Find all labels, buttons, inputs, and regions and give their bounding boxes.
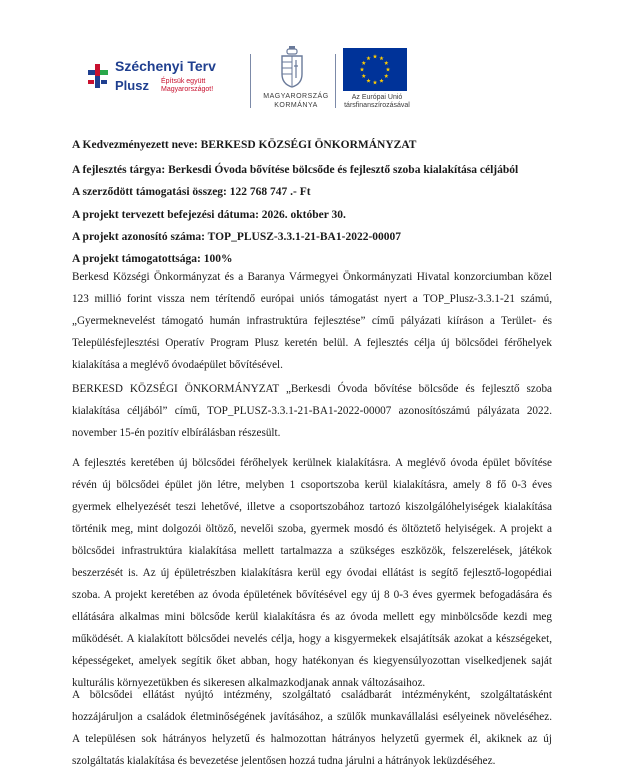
- szechenyi-cross-icon: [85, 62, 111, 94]
- paragraph-benefits: [72, 684, 552, 772]
- hungarian-government-logo: [257, 46, 327, 116]
- eu-cofinancing-logo: [343, 46, 415, 116]
- text-line: ellátására alkalmas mini bölcsőde kerül kialakításra és az óvoda mellett egy minbölcsőde kezdi meg: [72, 611, 552, 623]
- text-line: történik meg, mint dolgozói öltöző, nevelői szoba, gyermek mosdó és öltöztető helyiségek. A projekt a: [72, 523, 552, 535]
- text-line: A fejlesztés keretében új bölcsődei férőhelyek kerülnek kialakításra. A meglévő óvoda épület bővítése: [72, 457, 552, 469]
- text-line: A településen sok hátrányos helyzetű és halmozottan hátrányos helyzetű gyermek él, akiknek az új: [72, 733, 552, 745]
- text-line: gyermek elhelyezését teszi lehetővé, illetve a csoportszobához tartozó kiszolgálóhelyiségek kialakítása: [72, 501, 552, 513]
- government-text-line-1: MAGYARORSZÁG: [263, 93, 329, 100]
- text-line: november 15-én pozitív elbírálásban részesült.: [72, 427, 281, 439]
- text-line: BERKESD KÖZSÉGI ÖNKORMÁNYZAT „Berkesdi Óvoda bővítése bölcsőde és fejlesztő szoba: [72, 383, 552, 395]
- text-line: bölcsődei infrastruktúra kialakítása mellett tartalmazza a szükséges eszközök, felszerelések, játékok: [72, 545, 552, 557]
- text-line: képességeket, amelyek segítik őket abban, hogy hatékonyan és kiegyensúlyozottan viselkedjenek saját: [72, 655, 552, 667]
- text-line: működését. A kialakított bölcsődei nevelés célja, hogy a kisgyermekek elsajátítsák azokat a készségeket,: [72, 633, 552, 645]
- szechenyi-plusz: Plusz: [115, 78, 149, 93]
- text-line: kialakítása céljából” című, TOP_PLUSZ-3.3.1-21-BA1-2022-00007 azonosítószámú pályázata 2022.: [72, 405, 552, 417]
- szechenyi-terv-plusz-logo: [85, 56, 245, 106]
- paragraph-intro: [72, 266, 552, 376]
- eu-text-line-2: társfinanszírozásával: [344, 102, 410, 109]
- text-line: révén új bölcsődei épület jön létre, melyben 1 csoportszoba kerül kialakításra, amely 8 fő 0-3 éves: [72, 479, 552, 491]
- text-line: szolgáltatás kialakítása és bevezetése jelentősen hozzá tudna járulni a hátrányok leküzdéséhez.: [72, 755, 496, 767]
- logo-header: [85, 46, 505, 116]
- szechenyi-title: Széchenyi Terv: [115, 58, 216, 74]
- support-rate: A projekt támogatottsága: 100%: [72, 253, 233, 265]
- text-line: A bölcsődei ellátást nyújtó intézmény, szolgáltató családbarát intézményként, szolgáltatásként: [72, 689, 552, 701]
- contracted-amount: A szerződött támogatási összeg: 122 768 747 .- Ft: [72, 186, 311, 198]
- logo-divider: [335, 54, 336, 108]
- paragraph-development: [72, 452, 552, 694]
- planned-end-date: A projekt tervezett befejezési dátuma: 2026. október 30.: [72, 209, 346, 221]
- logo-divider: [250, 54, 251, 108]
- text-line: Berkesd Községi Önkormányzat és a Baranya Vármegyei Önkormányzati Hivatal konzorciumban közel: [72, 271, 552, 283]
- text-line: 123 millió forint vissza nem térítendő európai uniós támogatást nyert a TOP_Plusz-3.3.1-21 számú,: [72, 293, 552, 305]
- eu-text-line-1: Az Európai Unió: [351, 94, 403, 101]
- beneficiary-name: A Kedvezményezett neve: BERKESD KÖZSÉGI ÖNKORMÁNYZAT: [72, 139, 417, 151]
- project-subject: A fejlesztés tárgya: Berkesdi Óvoda bővítése bölcsőde és fejlesztő szoba kialakítása céljából: [72, 164, 519, 176]
- text-line: beszerzését is. Az új épületrészben kialakításra kerül egy óvodai ellátást is segítő fejlesztő-logopédiai: [72, 567, 552, 579]
- text-line: szoba. A projekt keretében az óvoda épületének bővítésével egy új 8 0-3 éves gyermek befogadására és: [72, 589, 552, 601]
- text-line: kialakítása a meglévő óvodaépület bővítésével.: [72, 359, 283, 371]
- text-line: Településfejlesztési Operatív Program Plusz keretén belül. A fejlesztés célja új bölcsődei férőhelyek: [72, 337, 552, 349]
- paragraph-award: [72, 378, 552, 444]
- project-id: A projekt azonosító száma: TOP_PLUSZ-3.3.1-21-BA1-2022-00007: [72, 231, 402, 243]
- text-line: „Gyermeknevelést támogató humán infrastruktúra fejlesztése” című pályázati kiíráson a Terület- és: [72, 315, 552, 327]
- szechenyi-tagline: Építsük együtt Magyarországot!: [161, 78, 214, 93]
- government-text-line-2: KORMÁNYA: [274, 102, 318, 109]
- eu-flag-icon: [343, 48, 407, 91]
- text-line: hozzájáruljon a családok életminőségének javításához, a szülők munkavállalási esélyeinek növeléséhez.: [72, 711, 552, 723]
- text-line: kulturális környezetükben és sikeresen alkalmazkodjanak annak változásaihoz.: [72, 677, 426, 689]
- coat-of-arms-icon: [279, 46, 305, 88]
